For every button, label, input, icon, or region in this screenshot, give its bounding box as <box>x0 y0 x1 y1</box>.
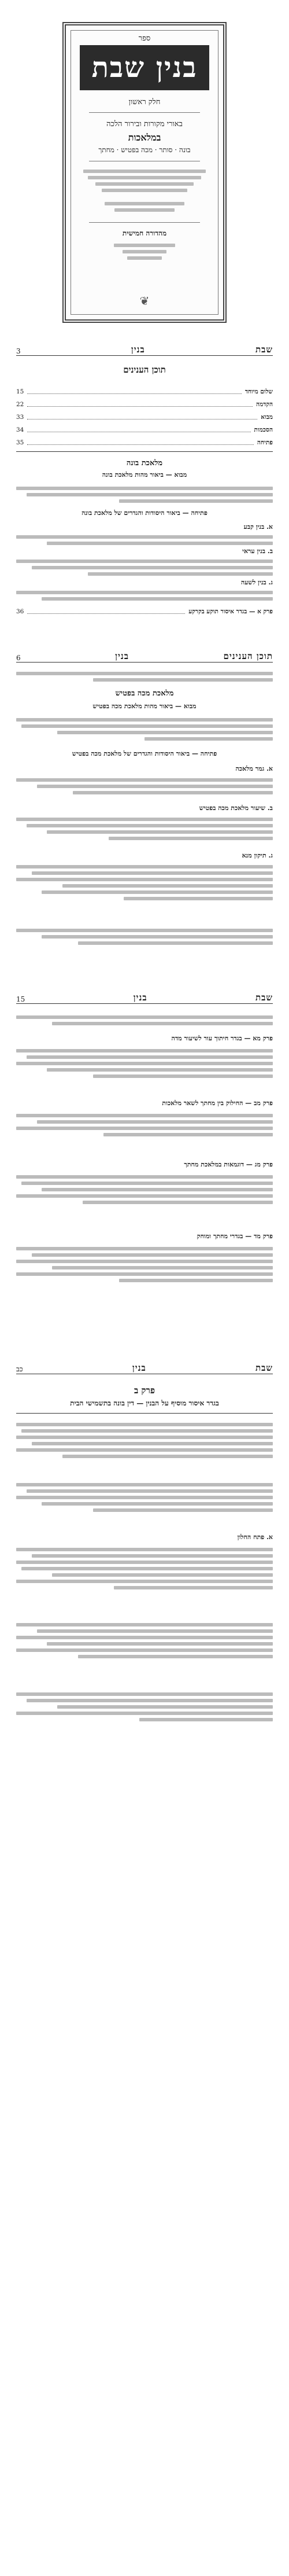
chapter-line[interactable]: פרק מג — דוגמאות במלאכת מחתך <box>184 1161 273 1168</box>
header-right: שבת <box>255 344 273 355</box>
text-block <box>16 1244 273 1285</box>
text-block <box>16 775 273 797</box>
header-right: שבת <box>255 1363 273 1373</box>
toc-row[interactable]: שלום מיוחד 15 <box>16 388 273 395</box>
cover-frame <box>62 22 227 323</box>
toc-row[interactable]: פתיחה 35 <box>16 439 273 446</box>
chapter-title: בגדר איסור מוסיף על הבנין — דין בונה בתשמישי הבית <box>70 1399 219 1407</box>
item-a: א. גמר מלאכה <box>235 765 273 772</box>
page-number: 3 <box>16 347 21 355</box>
ornament-icon: ❦ <box>139 294 150 308</box>
text-block <box>16 862 273 903</box>
chapter-row[interactable]: פרק א — בגדר איסור תוקע בקרקע 36 <box>16 608 273 615</box>
item-a: א. בנין קבע <box>243 523 273 531</box>
intro-line: מבוא — ביאור מהות מלאכת בונה <box>102 471 187 479</box>
text-block <box>16 815 273 843</box>
text-block <box>16 557 273 579</box>
text-block <box>16 1046 273 1081</box>
sefer-label: ספר <box>138 34 151 43</box>
melachos-label: במלאכות <box>128 132 161 143</box>
text-block <box>16 1111 273 1139</box>
chapter-line[interactable]: פרק מא — בגדר חיתוך עור לשיעור מדה <box>171 1035 273 1042</box>
text-block <box>16 715 273 744</box>
text-block <box>16 669 273 685</box>
text-block <box>16 926 273 948</box>
toc-row[interactable]: הקדמה 22 <box>16 401 273 408</box>
text-block <box>16 1013 273 1028</box>
page-number: 15 <box>16 995 25 1003</box>
opening-line: פתיחה — ביאור היסודות והגדרים של מלאכת מכה בפטיש <box>72 750 217 757</box>
text-block <box>16 1545 273 1592</box>
item-c: ג. בנין לשעה <box>240 579 273 586</box>
header-title: בנין <box>133 992 147 1003</box>
header-title: בנין <box>132 1363 146 1373</box>
section-heading: מלאכת בונה <box>126 459 163 468</box>
toc-row[interactable]: הסכמות 34 <box>16 426 273 433</box>
item-a: א. פתח החלון <box>237 1533 273 1541</box>
item-b: ב. שיעור מלאכת מכה בפטיש <box>199 804 273 812</box>
cover-subtitle: באורי מקורות ובירור הלכה <box>106 120 183 128</box>
chapter-heading: פרק ב <box>134 1385 155 1396</box>
text-block <box>16 1690 273 1724</box>
intro-line: מבוא — ביאור מהות מלאכת מכה בפטיש <box>92 702 197 710</box>
text-block <box>16 1420 273 1461</box>
page-header <box>16 649 273 663</box>
page-number: 6 <box>16 654 21 662</box>
toc-page <box>0 330 289 637</box>
item-b: ב. בנין עראי <box>242 547 273 555</box>
text-block <box>16 588 273 603</box>
header-title: בנין <box>115 651 129 661</box>
cover-page <box>0 0 289 330</box>
text-block <box>16 484 273 506</box>
toc-heading: תוכן הענינים <box>123 365 166 375</box>
text-block <box>16 1172 273 1207</box>
toc-row[interactable]: מבוא 33 <box>16 414 273 421</box>
chapter-line[interactable]: פרק מב — החילוק בין מחתך לשאר מלאכות <box>162 1099 273 1107</box>
cover-description <box>83 167 206 195</box>
content-page <box>0 1348 289 2576</box>
header-right: תוכן הענינים <box>223 651 273 661</box>
page-header <box>16 343 273 356</box>
melachos-list: בונה · סותר · מכה בפטיש · מחתך <box>98 146 191 154</box>
part-label: חלק ראשון <box>128 98 161 106</box>
opening-line: פתיחה — ביאור היסודות והגדרים של מלאכת בונה <box>81 509 208 517</box>
chapter-line[interactable]: פרק מד — בגדרי מחתך ומוחק <box>197 1232 273 1240</box>
text-block <box>16 1620 273 1661</box>
item-c: ג. תיקון מנא <box>242 852 273 859</box>
text-block <box>16 532 273 548</box>
text-block <box>16 1480 273 1515</box>
toc-list <box>16 388 273 451</box>
publisher-block <box>101 241 188 263</box>
page-header <box>16 991 273 1004</box>
header-title: בנין <box>131 344 145 355</box>
book-title: בנין שבת <box>80 45 209 90</box>
edition-label: מהדורה חמישית <box>122 229 167 237</box>
toc-page-2 <box>0 636 289 978</box>
page-number: כב <box>16 1365 23 1373</box>
author-block <box>95 199 194 215</box>
section-heading: מלאכת מכה בפטיש <box>115 689 174 698</box>
header-right: שבת <box>255 992 273 1003</box>
page-header <box>16 1361 273 1374</box>
toc-page-3 <box>0 978 289 1349</box>
